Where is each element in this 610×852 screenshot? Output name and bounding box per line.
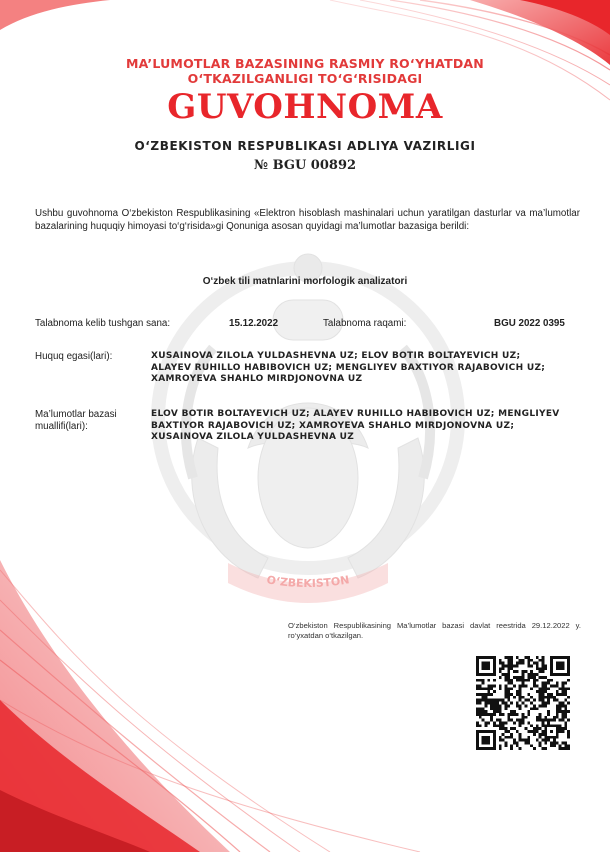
emblem-ribbon-text: O‘ZBEKISTON (265, 573, 351, 591)
owners-line: XAMROYEVA SHAHLO MIRDJONOVNA UZ (151, 374, 363, 385)
ministry-name: O‘ZBEKISTON RESPUBLIKASI ADLIYA VAZIRLIGI (134, 139, 476, 153)
authors-list (151, 409, 571, 444)
application-number-value: BGU 2022 0395 (494, 318, 565, 329)
qr-code-icon (476, 656, 570, 750)
authors-line: ELOV BOTIR BOLTAYEVICH UZ; ALAYEV RUHILLO HABIBOVICH UZ; MENGLIYEV (151, 409, 560, 419)
certificate-header (0, 56, 610, 127)
registration-note: O‘zbekiston Respublikasining Ma’lumotlar bazasi davlat reestrida 29.12.2022 y. ro‘yxatdan o‘tkazilgan. (288, 621, 581, 640)
supertitle-line-2: O‘TKAZILGANLIGI TO‘G‘RISIDAGI (187, 71, 423, 86)
intro-paragraph: Ushbu guvohnoma O‘zbekiston Respublikasining «Elektron hisoblash mashinalari uchun yaratilgan dasturlar va ma’lumotlar bazalarining huquqiy himoyasi to‘g‘risida»gi Qonuniga asosan quyidagi ma’lumotlar bazasiga berildi: (35, 208, 580, 232)
application-date-label: Talabnoma kelib tushgan sana: (35, 318, 171, 329)
top-left-ribbon (0, 0, 110, 30)
application-date-value: 15.12.2022 (229, 318, 279, 329)
supertitle-line-1: MA’LUMOTLAR BAZASINING RASMIY RO‘YHATDAN (126, 56, 484, 71)
certificate-title: GUVOHNOMA (167, 87, 443, 127)
owners-list (151, 351, 571, 386)
authors-label-line-1: Ma’lumotlar bazasi (35, 409, 117, 420)
authors-label-line-2: muallifi(lari): (35, 421, 88, 433)
owners-label: Huquq egasi(lari): (35, 351, 113, 362)
authors-label (35, 409, 117, 434)
authors-line: BAXTIYOR RAJABOVICH UZ; XAMROYEVA SHAHLO MIRDJONOVNA UZ; (151, 420, 515, 431)
database-name: O‘zbek tili matnlarini morfologik analizatori (202, 276, 408, 287)
application-number-label: Talabnoma raqami: (323, 318, 407, 329)
owners-line: XUSAINOVA ZILOLA YULDASHEVNA UZ; ELOV BOTIR BOLTAYEVICH UZ; (151, 351, 521, 361)
owners-line: ALAYEV RUHILLO HABIBOVICH UZ; MENGLIYEV BAXTIYOR RAJABOVICH UZ; (151, 362, 546, 373)
authors-line: XUSAINOVA ZILOLA YULDASHEVNA UZ (151, 432, 355, 443)
svg-text:O‘ZBEKISTON (266, 573, 351, 590)
certificate-number: № BGU 00892 (253, 158, 357, 173)
